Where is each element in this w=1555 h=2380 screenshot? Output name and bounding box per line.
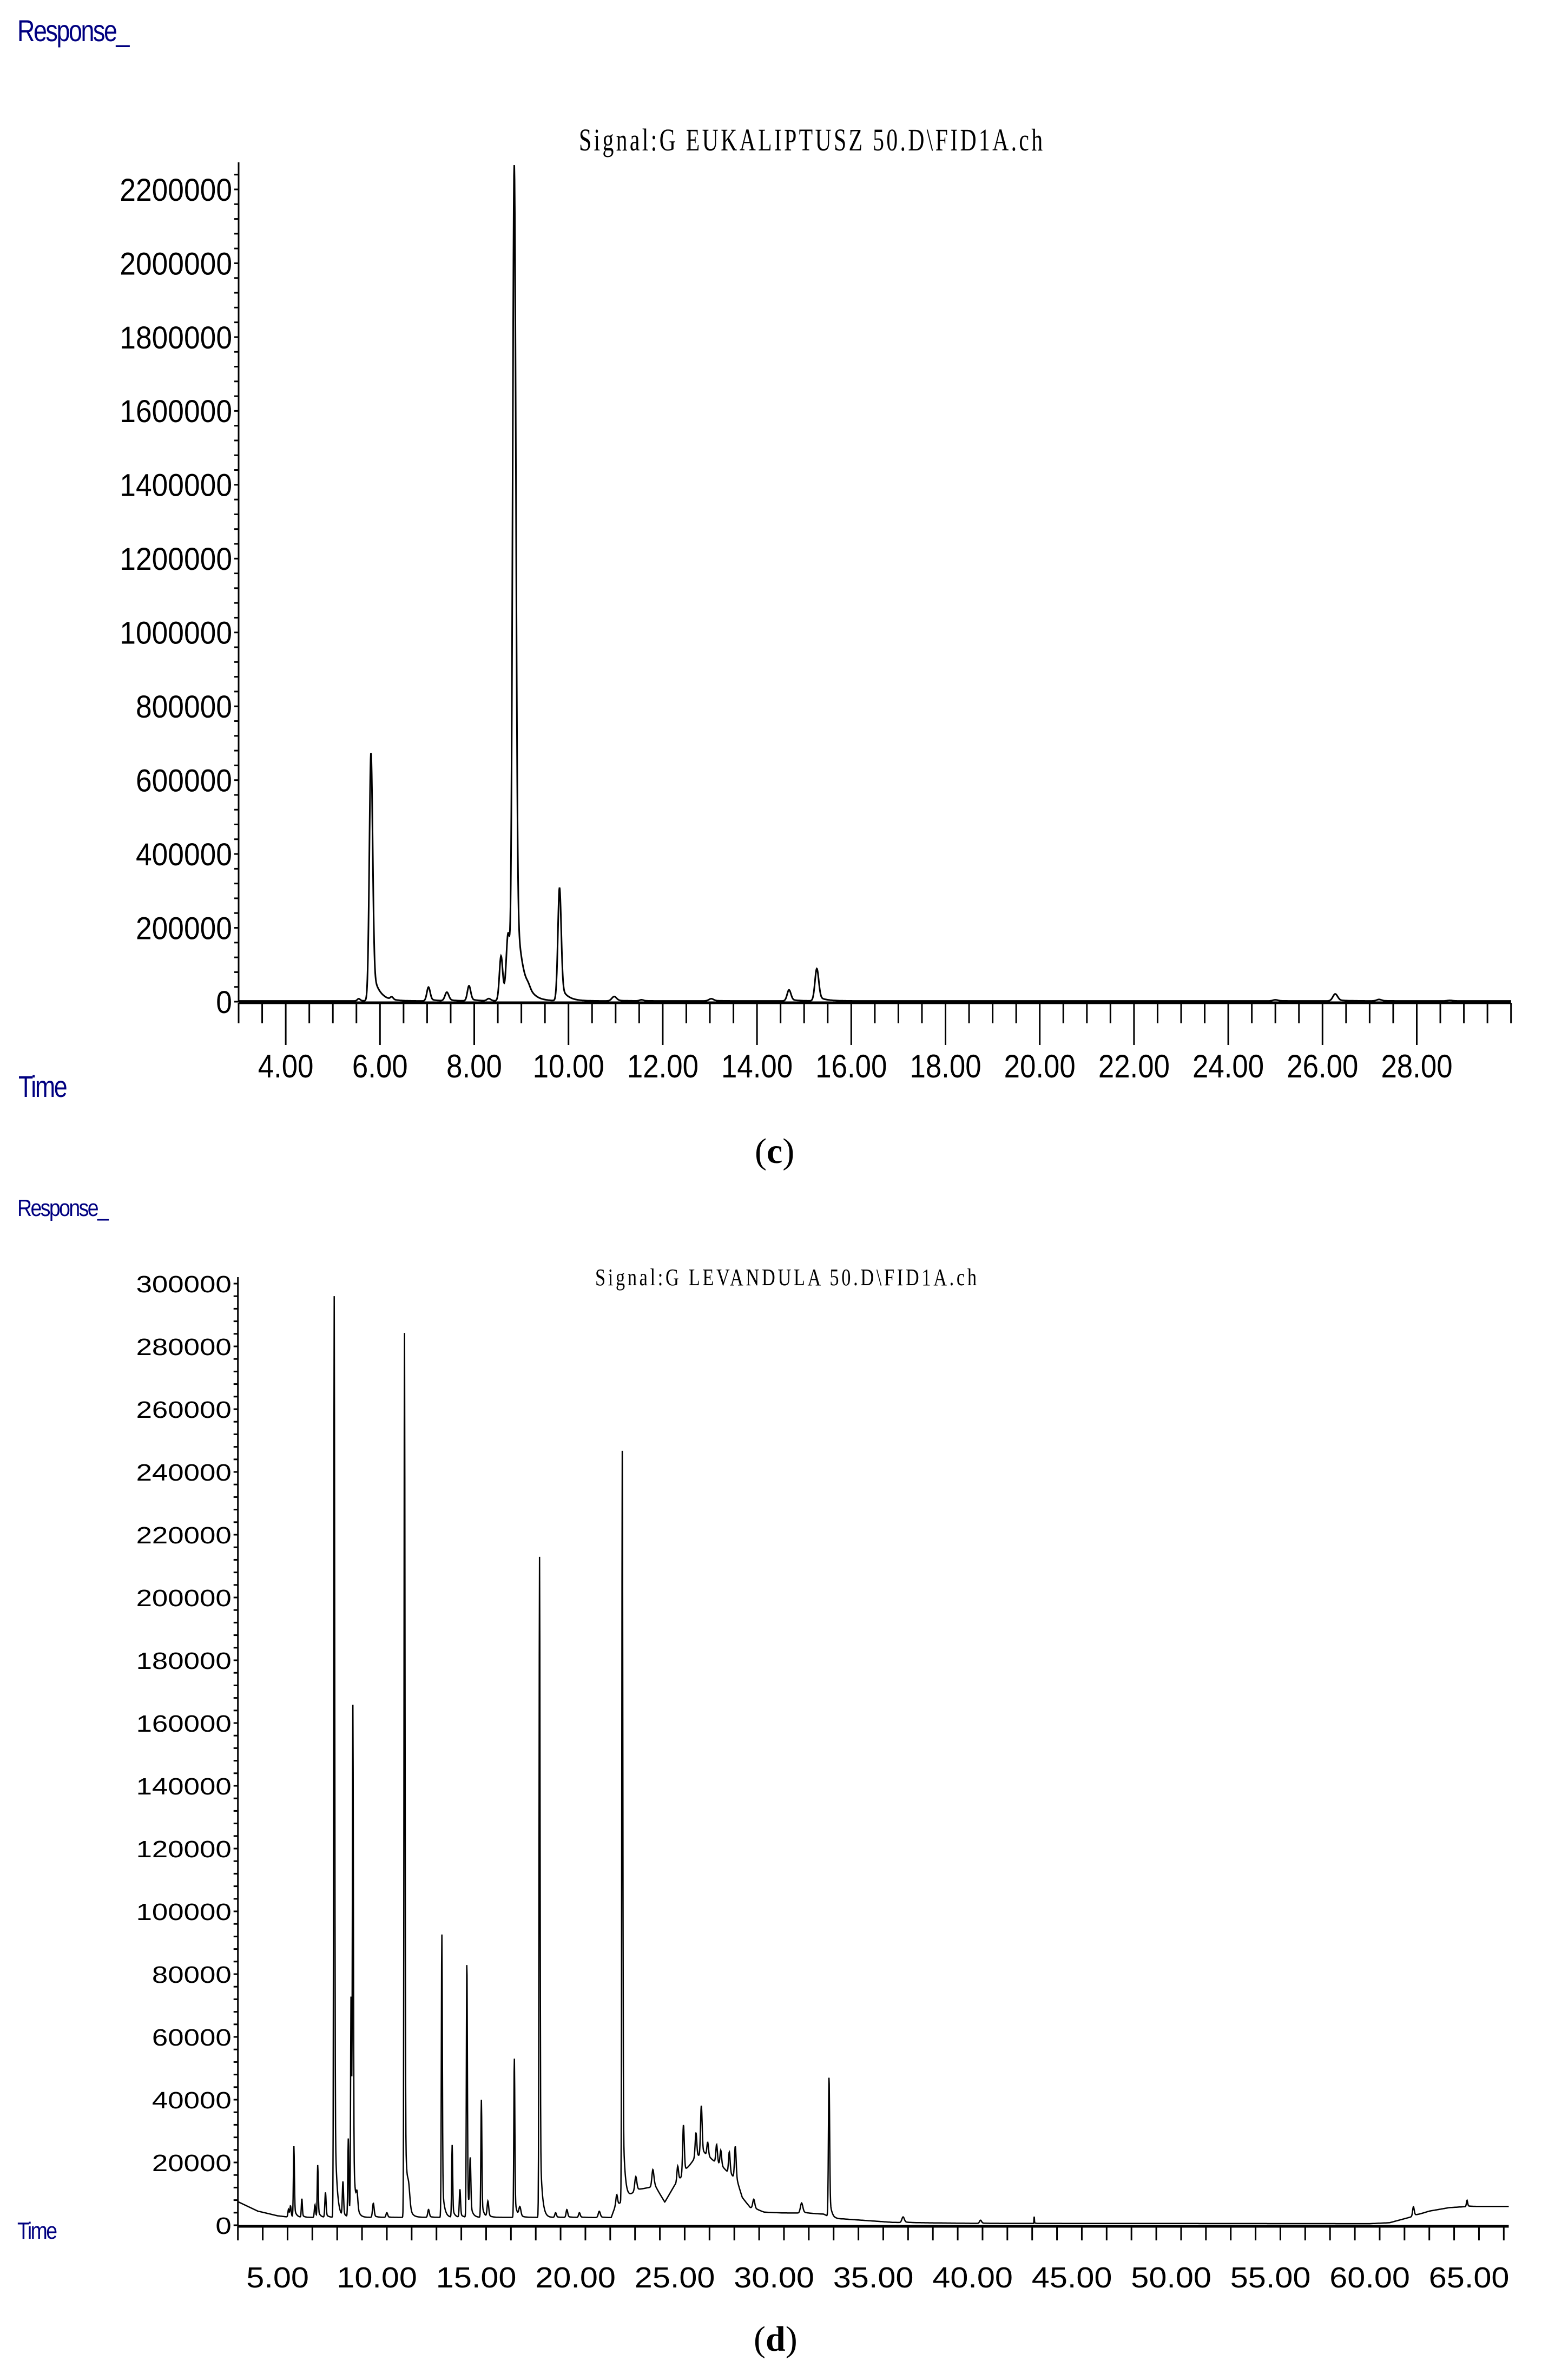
y-tick-label: 1000000 <box>120 615 232 651</box>
x-axis-title: Time <box>18 1069 67 1103</box>
y-tick-label: 200000 <box>135 911 232 946</box>
x-tick-label: 6.00 <box>352 1048 408 1084</box>
y-axis-title: Response_ <box>17 14 129 48</box>
y-tick-label: 1800000 <box>120 320 232 356</box>
x-tick-label: 40.00 <box>932 2261 1013 2294</box>
x-tick-label: 45.00 <box>1031 2261 1112 2294</box>
y-tick-label: 220000 <box>136 1522 232 1549</box>
y-axis-title: Response_ <box>17 1195 108 1221</box>
x-tick-label: 60.00 <box>1329 2261 1410 2294</box>
y-tick-label: 300000 <box>136 1271 232 1298</box>
y-tick-label: 160000 <box>136 1710 232 1737</box>
y-axis <box>120 162 239 1020</box>
chromatogram-plot-d <box>0 1180 1555 2380</box>
y-tick-label: 600000 <box>135 763 232 799</box>
y-tick-label: 260000 <box>136 1396 232 1423</box>
x-tick-label: 10.00 <box>532 1048 604 1084</box>
x-tick-label: 26.00 <box>1287 1048 1359 1084</box>
chromatogram-trace <box>238 1296 1509 2224</box>
panel-caption <box>755 1131 794 1172</box>
x-tick-label: 65.00 <box>1428 2261 1510 2294</box>
y-tick-label: 20000 <box>151 2149 232 2177</box>
signal-title: Signal:G EUKALIPTUSZ 50.D\FID1A.ch <box>579 122 1045 157</box>
y-tick-label: 100000 <box>136 1898 232 1925</box>
y-tick-label: 180000 <box>136 1647 232 1674</box>
x-tick-label: 55.00 <box>1230 2261 1311 2294</box>
y-tick-label: 2200000 <box>120 172 232 208</box>
x-tick-label: 14.00 <box>721 1048 793 1084</box>
caption-paren-close: ) <box>785 2319 798 2359</box>
x-tick-label: 20.00 <box>1004 1048 1076 1084</box>
x-tick-label: 5.00 <box>246 2261 309 2294</box>
y-tick-label: 2000000 <box>120 246 232 281</box>
y-tick-label: 120000 <box>136 1836 232 1863</box>
x-tick-label: 15.00 <box>436 2261 517 2294</box>
y-tick-label: 140000 <box>136 1773 232 1800</box>
x-tick-label: 20.00 <box>535 2261 616 2294</box>
panel-caption <box>754 2319 798 2360</box>
y-tick-label: 1400000 <box>120 468 232 503</box>
chromatogram-panel-d <box>0 1180 1555 2380</box>
y-tick-label: 1600000 <box>120 394 232 429</box>
x-axis-title: Time <box>17 2218 56 2244</box>
chromatogram-panel-c <box>0 0 1555 1180</box>
x-tick-label: 35.00 <box>833 2261 914 2294</box>
y-axis <box>136 1271 238 2239</box>
x-tick-label: 28.00 <box>1381 1048 1453 1084</box>
x-tick-label: 10.00 <box>337 2261 417 2294</box>
caption-paren-close: ) <box>782 1132 795 1171</box>
y-tick-label: 1200000 <box>120 542 232 577</box>
y-tick-label: 240000 <box>136 1459 232 1486</box>
x-axis <box>239 1003 1511 1084</box>
x-tick-label: 18.00 <box>910 1048 981 1084</box>
x-tick-label: 24.00 <box>1192 1048 1264 1084</box>
x-axis <box>238 2226 1510 2294</box>
caption-paren-open: ( <box>755 1132 767 1171</box>
y-tick-label: 40000 <box>151 2087 232 2114</box>
y-tick-label: 400000 <box>135 837 232 872</box>
x-tick-label: 8.00 <box>446 1048 502 1084</box>
x-tick-label: 22.00 <box>1098 1048 1170 1084</box>
x-tick-label: 16.00 <box>815 1048 887 1084</box>
y-tick-label: 0 <box>216 984 232 1020</box>
x-tick-label: 50.00 <box>1131 2261 1211 2294</box>
x-tick-label: 4.00 <box>258 1048 314 1084</box>
y-tick-label: 80000 <box>151 1961 232 1988</box>
y-tick-label: 0 <box>215 2212 232 2239</box>
x-tick-label: 30.00 <box>734 2261 814 2294</box>
y-tick-label: 280000 <box>136 1333 232 1360</box>
y-tick-label: 60000 <box>151 2024 232 2051</box>
x-tick-label: 12.00 <box>627 1048 699 1084</box>
y-tick-label: 800000 <box>135 689 232 725</box>
x-tick-label: 25.00 <box>634 2261 715 2294</box>
signal-title: Signal:G LEVANDULA 50.D\FID1A.ch <box>595 1264 979 1291</box>
chromatogram-plot-c <box>0 0 1555 1180</box>
caption-letter: c <box>766 1132 783 1171</box>
chromatogram-trace <box>239 165 1511 1001</box>
y-tick-label: 200000 <box>136 1585 232 1612</box>
caption-paren-open: ( <box>754 2319 766 2359</box>
caption-letter: d <box>765 2319 786 2359</box>
